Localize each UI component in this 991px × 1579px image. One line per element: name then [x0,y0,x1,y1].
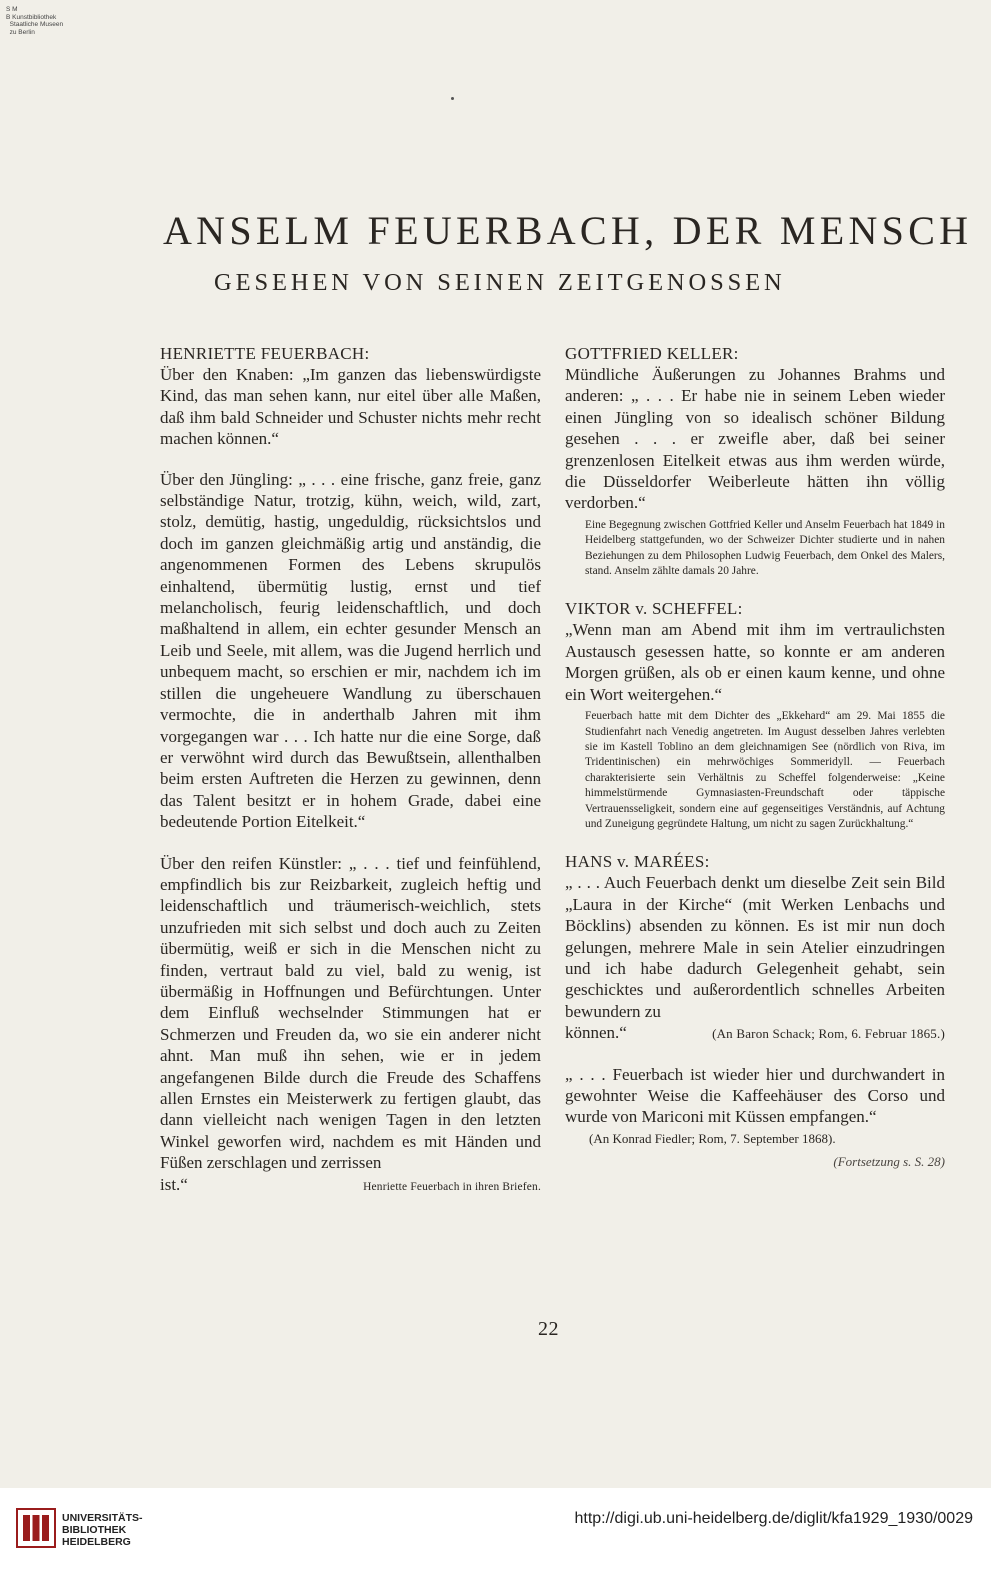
footer-bar [0,1488,991,1579]
paragraph-marees-1: „ . . . Auch Feuerbach denkt um dieselbe Zeit sein Bild „Laura in der Kirche“ (mit Werken Lenbachs und Böcklins) absenden zu können. Es ist mir nun doch gelungen, mehrere Male in sein Atelier einzudringen und ich habe dadurch Gelegenheit gehabt, sein geschicktes und außerordentlich schnelles Arbeiten bewundern zu [565,873,945,1021]
paragraph-knaben: Über den Knaben: „Im ganzen das liebenswürdigste Kind, das man sehen kann, nur eitel über alle Maßen, daß ihm bald Schneider und Schuster nichts mehr recht machen können.“ [160,365,541,449]
continuation-note: (Fortsetzung s. S. 28) [833,1154,945,1170]
note-keller: Eine Begegnung zwischen Gottfried Keller und Anselm Feuerbach hat 1849 in Heidelberg stattgefunden, wo der Schweizer Dichter studierte und in nahen Beziehungen zu dem Philosophen Ludwig Feuerbach, dem Onkel des Malers, stand. Anselm zählte damals 20 Jahre. [585,518,945,578]
heading-keller: GOTTFRIED KELLER: [565,344,739,363]
heading-scheffel: VIKTOR v. SCHEFFEL: [565,599,743,619]
paragraph-kuenstler: Über den reifen Künstler: „ . . . tief und feinfühlend, empfindlich bis zur Reizbarkeit, zugleich heftig und leidenschaftlich und träumerisch-weichlich, stets unzufrieden mit sich selbst und doch auch zu Zeiten übermütig, weiß er sich in die Menschen nicht zu finden, vertraut bald zu viel, bald zu wenig, ist übermäßig in Hoffnungen und Befürchtungen. Unter dem Einfluß wechselnder Stimmungen hat er Schmerzen und Freuden da, wo sie ein anderer nicht ahnt. Man muß ihn sehen, wie er in jedem angefangenen Bilde durch die Freude des Schaffens allen Ernstes ein Meisterwerk zu fertigen glaubt, das dann vielleicht nach wenigen Tagen in den letzten Winkel geworfen wird, nachdem es mit Händen und Füßen zerschlagen und zerrissen [160,853,541,1173]
left-column [160,343,541,1198]
speck-mark [451,97,454,100]
heading-henriette: HENRIETTE FEUERBACH: [160,344,370,363]
paragraph-end: können.“ [565,1023,627,1043]
page-title: ANSELM FEUERBACH, DER MENSCH [163,208,973,253]
library-name: UNIVERSITÄTS- BIBLIOTHEK HEIDELBERG [62,1512,143,1548]
citation-fiedler: (An Konrad Fiedler; Rom, 7. September 1868). [589,1130,836,1146]
paragraph-scheffel: „Wenn man am Abend mit ihm im vertraulichsten Austausch gesessen hatte, so konnte er am anderen Morgen grüßen, als ob er einen kaum kenne, und ohne ein Wort weitergehen.“ [565,620,945,704]
citation-line [565,1022,945,1044]
page-number: 22 [538,1318,559,1340]
paragraph-marees-2: „ . . . Feuerbach ist wieder hier und durchwandert in gewohnter Weise die Kaffeehäuser des Corso und wurde von Mariconi mit Küssen empfangen.“ [565,1064,945,1127]
source-url-link[interactable]: http://digi.ub.uni-heidelberg.de/diglit/kfa1929_1930/0029 [574,1510,973,1527]
paragraph-end: ist.“ [160,1174,188,1194]
page-subtitle: GESEHEN VON SEINEN ZEITGENOSSEN [214,269,786,296]
citation-schack: (An Baron Schack; Rom, 6. Februar 1865.) [712,1026,945,1042]
paragraph-juengling: Über den Jüngling: „ . . . eine frische, ganz freie, ganz selbständige Natur, trotzig, kühn, weich, wild, zart, stolz, demütig, hastig, ungeduldig, rücksichtslos und doch im ganzen gleichmäßig artig und anständig, die angenommenen Formen des Lebens skrupulös einhaltend, übermütig lustig, ernst und tief melancholisch, feurig leidenschaftlich, und doch maßhaltend in allem, ein echter gesunder Mensch an Leib und Seele, mit allem, was die Jugend herrlich und unbequem macht, so erschien er mir, nachdem ich im stillen die ungeheuere Wandlung zu überschauen vermochte, die in anderthalb Jahren mit ihm vorgegangen war . . . Ich hatte nur die eine Sorge, daß er verwöhnt wird durch das Bewußtsein, allenthalben beim ersten Auftreten die Herzen zu gewinnen, denn das Talent besitzt er in hohem Grade, dabei eine bedeutende Portion Eitelkeit.“ [160,469,541,832]
library-stamp: S M B Kunstbibliothek Staatliche Museen zu Berlin [6,6,64,36]
signature-line [160,1174,541,1198]
paragraph-keller: Mündliche Äußerungen zu Johannes Brahms und anderen: „ . . . Er habe nie in seinem Leben wieder einen Jüngling von so idealisch schöner Bildung gesehen . . . er zweifle aber, daß bei seiner grenzenlosen Eitelkeit etwas aus ihm werden würde, die Düsseldorfer Weiberleute hätten ihn völlig verdorben.“ [565,365,945,513]
university-library-logo-icon [16,1508,56,1548]
right-column [565,343,945,1173]
heading-marees: HANS v. MARÉES: [565,852,710,872]
source-signature: Henriette Feuerbach in ihren Briefen. [363,1180,541,1193]
note-scheffel: Feuerbach hatte mit dem Dichter des „Ekkehard“ am 29. Mai 1855 die Studienfahrt nach Venedig angetreten. Im August desselben Jahres verlebten sie im Kastell Toblino an dem gleichnamigen See (nördlich von Riva, im Tridentinischen) ein mehrwöchiges Sommeridyll. — Feuerbach charakterisierte sein Verhältnis zu Scheffel folgenderweise: „Keine himmelstürmende Gymnasiasten-Freundschaft oder täppische Vertrauensseligkeit, sondern eine auf gegenseitiges Verständnis, auf Achtung und Zuneigung gegründete Haltung, um nicht zu sagen Zurückhaltung.“ [585,710,945,830]
